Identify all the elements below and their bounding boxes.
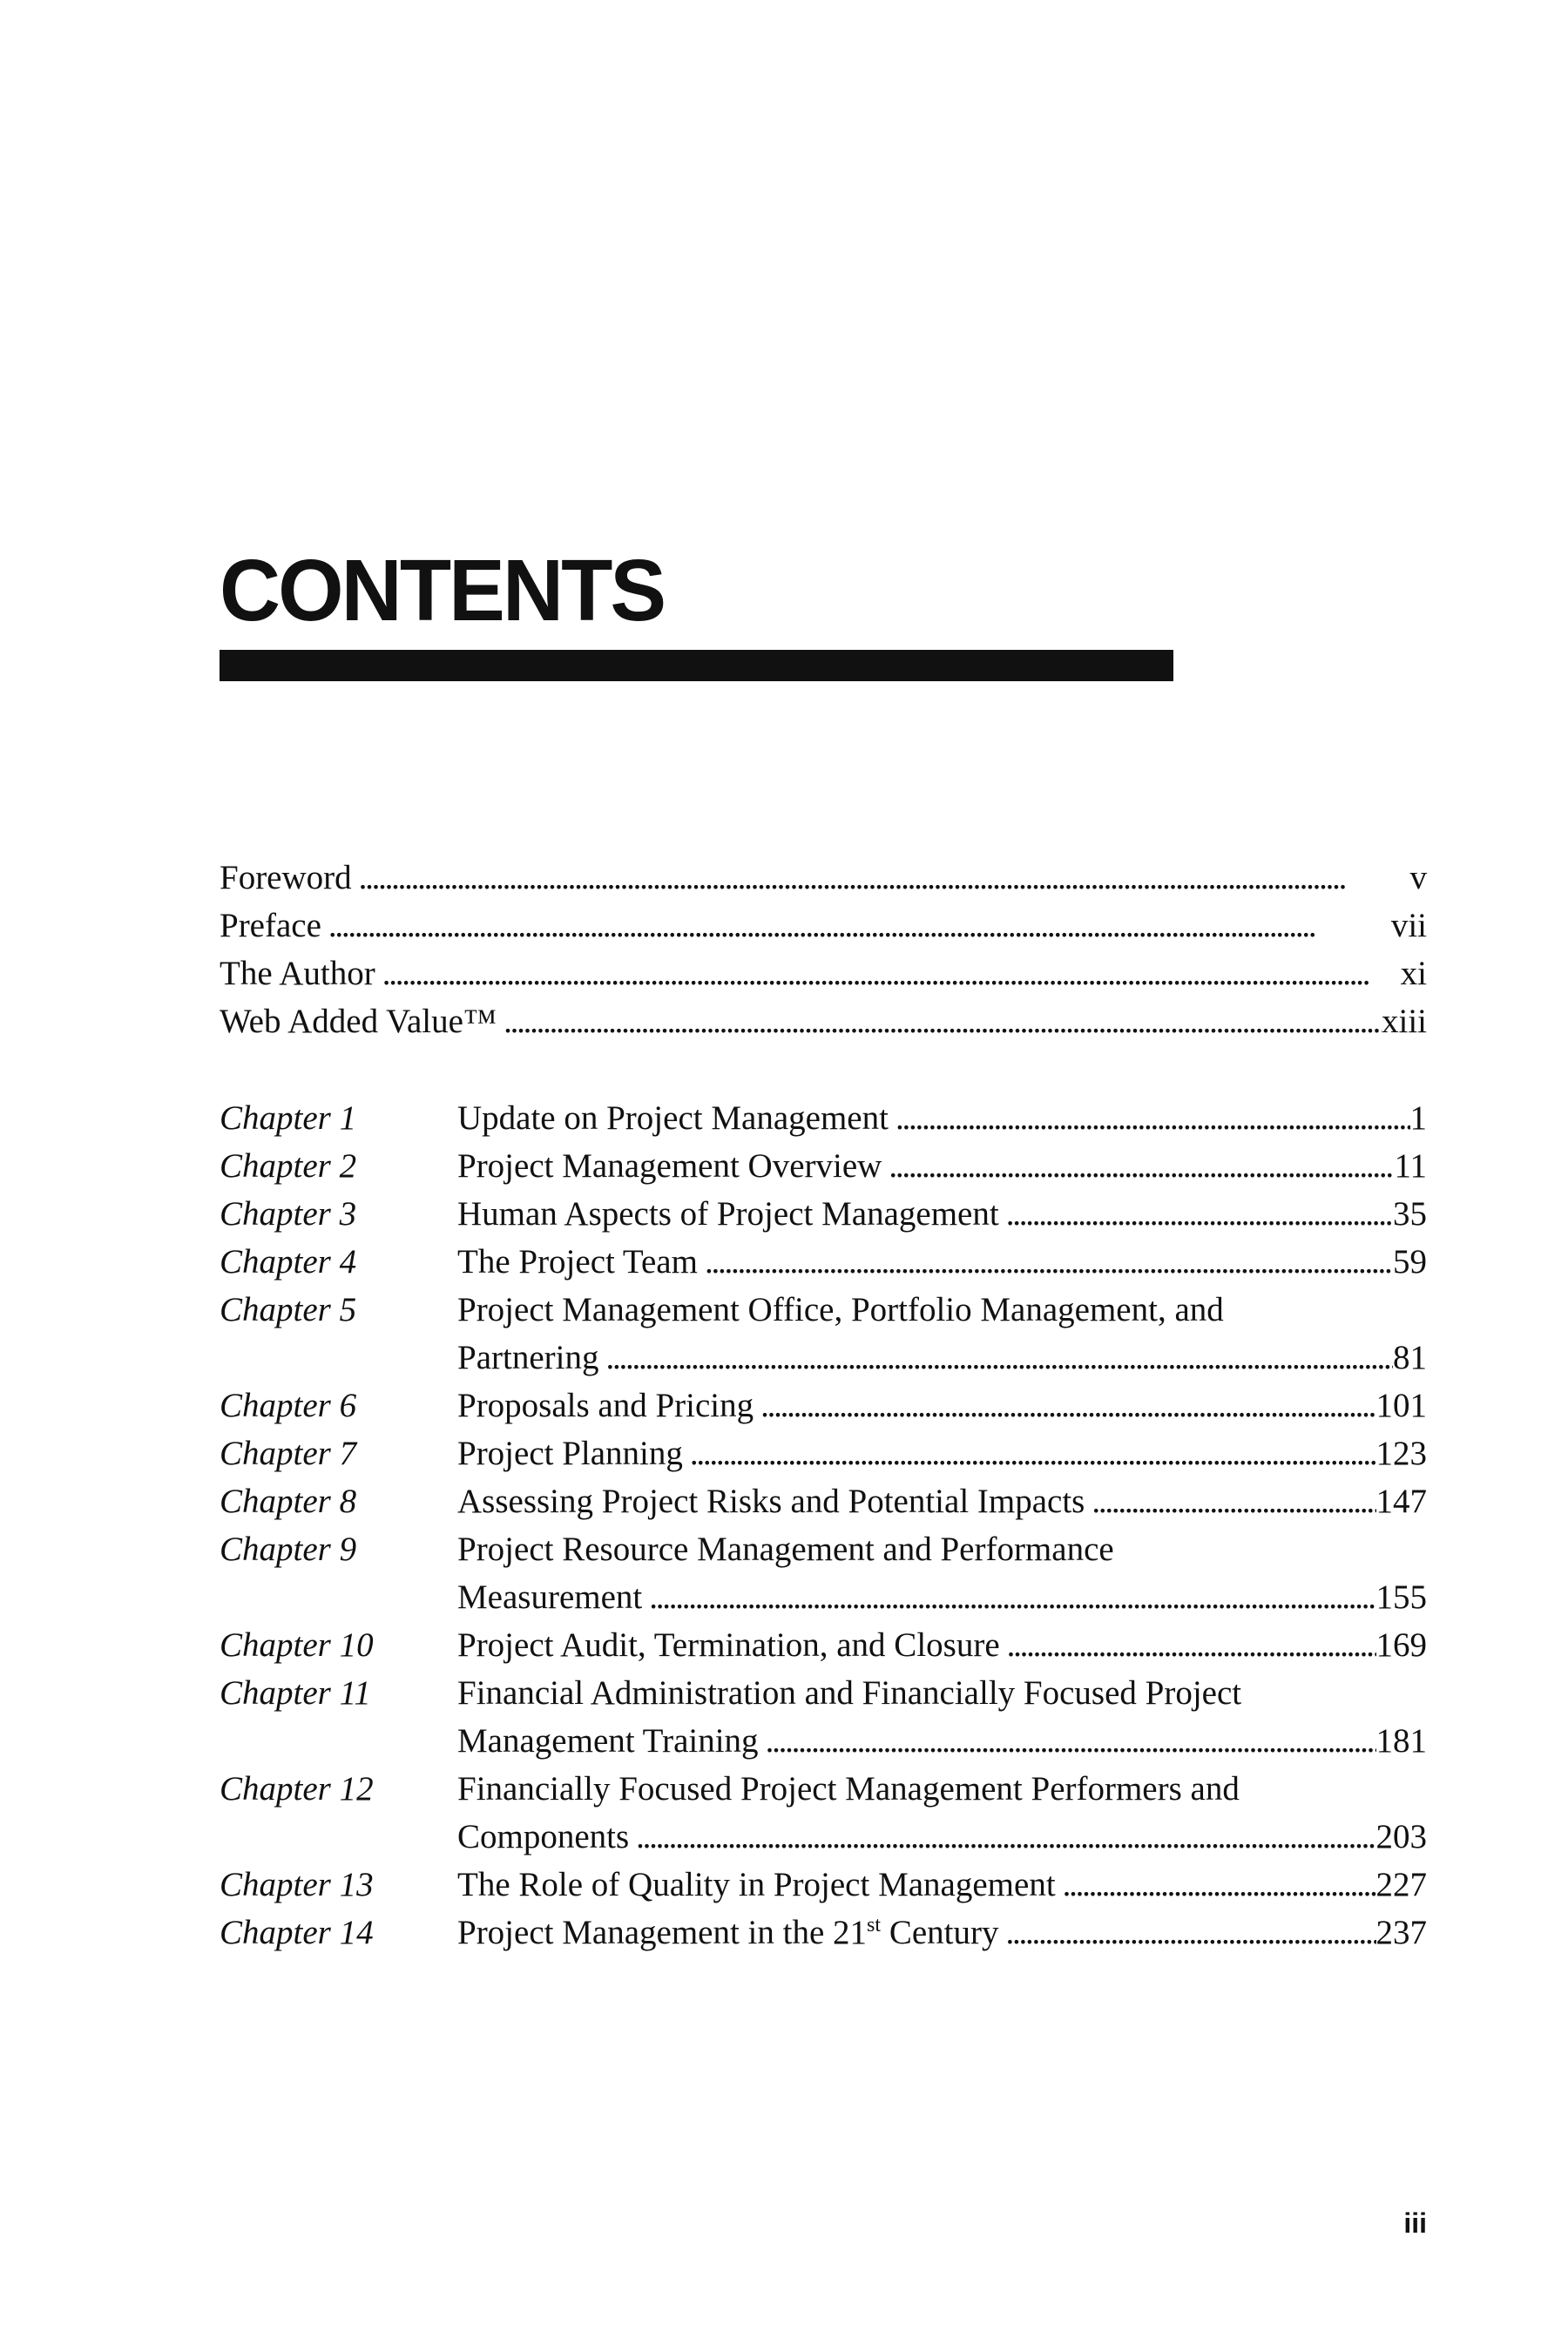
chapter-label: Chapter 13 xyxy=(220,1866,374,1903)
chapter-label: Chapter 3 xyxy=(220,1195,357,1233)
toc-page-number: 59 xyxy=(1393,1243,1427,1281)
chapter-entry xyxy=(220,1142,1427,1190)
toc-page-number: 169 xyxy=(1375,1626,1427,1664)
chapter-label: Chapter 1 xyxy=(220,1099,357,1137)
dot-leader xyxy=(683,1429,1376,1477)
chapter-entry xyxy=(220,1382,1427,1429)
toc-entry-preface xyxy=(220,902,1427,950)
chapter-title-line: Financial Administration and Financially Focused Project xyxy=(457,1674,1242,1712)
chapter-title: Human Aspects of Project Management xyxy=(457,1195,999,1233)
toc-entry-title: Foreword xyxy=(220,859,352,896)
chapter-label: Chapter 8 xyxy=(220,1483,357,1520)
chapter-title-line: Project Resource Management and Performance xyxy=(457,1531,1114,1568)
chapter-title: Partnering xyxy=(457,1339,599,1376)
chapter-entry xyxy=(220,1525,1427,1621)
chapter-title: Management Training xyxy=(457,1722,759,1760)
chapter-entry xyxy=(220,1621,1427,1669)
toc-page-number: v xyxy=(1409,859,1427,896)
chapter-entry xyxy=(220,1477,1427,1525)
dot-leader xyxy=(999,1190,1393,1238)
toc-entry-the-author xyxy=(220,950,1427,997)
heading-rule xyxy=(220,650,1173,681)
toc-page-number: vii xyxy=(1390,907,1427,944)
toc-entry-foreword xyxy=(220,854,1427,902)
toc-page-number: 35 xyxy=(1393,1195,1427,1233)
chapter-title xyxy=(457,1909,998,1957)
chapter-title-suffix: Century xyxy=(881,1914,999,1951)
chapter-title: Proposals and Pricing xyxy=(457,1387,754,1424)
toc-page-number: xiii xyxy=(1381,1003,1427,1040)
chapter-list xyxy=(220,1094,1427,1957)
dot-leader xyxy=(629,1813,1375,1861)
ordinal-superscript: st xyxy=(867,1914,882,1936)
toc-page-number: 181 xyxy=(1375,1722,1427,1760)
chapter-entry xyxy=(220,1094,1427,1142)
chapter-label: Chapter 4 xyxy=(220,1243,357,1281)
toc-entry-web-added-value xyxy=(220,997,1427,1045)
chapter-label: Chapter 14 xyxy=(220,1914,374,1951)
chapter-label: Chapter 10 xyxy=(220,1626,374,1664)
chapter-entry xyxy=(220,1861,1427,1909)
toc-page-number: 101 xyxy=(1375,1387,1427,1424)
dot-leader xyxy=(642,1573,1375,1621)
chapter-title-line: Financially Focused Project Management Performers and xyxy=(457,1770,1240,1808)
chapter-title: Measurement xyxy=(457,1578,643,1616)
chapter-entry xyxy=(220,1238,1427,1286)
chapter-title: Update on Project Management xyxy=(457,1099,889,1137)
dot-leader xyxy=(598,1334,1393,1382)
dot-leader xyxy=(321,902,1391,950)
toc-page-number: 155 xyxy=(1375,1578,1427,1616)
chapter-label: Chapter 7 xyxy=(220,1435,357,1472)
toc-page-number: xi xyxy=(1400,955,1427,992)
dot-leader xyxy=(889,1094,1410,1142)
toc-page-number: 237 xyxy=(1375,1914,1427,1951)
toc-page-number: 81 xyxy=(1393,1339,1427,1376)
dot-leader xyxy=(497,997,1382,1045)
dot-leader xyxy=(998,1909,1375,1957)
chapter-title: The Project Team xyxy=(457,1243,698,1281)
chapter-label: Chapter 9 xyxy=(220,1531,357,1568)
toc-page-number: 11 xyxy=(1394,1147,1427,1185)
dot-leader xyxy=(882,1142,1394,1190)
dot-leader xyxy=(759,1717,1376,1765)
dot-leader xyxy=(352,854,1410,902)
chapter-entry xyxy=(220,1286,1427,1382)
dot-leader xyxy=(754,1382,1375,1429)
page-folio: iii xyxy=(1403,2207,1427,2239)
dot-leader xyxy=(375,950,1401,997)
chapter-label: Chapter 5 xyxy=(220,1291,357,1328)
chapter-entry xyxy=(220,1765,1427,1861)
chapter-entry xyxy=(220,1190,1427,1238)
chapter-title: Project Planning xyxy=(457,1435,683,1472)
chapter-label: Chapter 11 xyxy=(220,1674,371,1712)
chapter-title: Project Management Overview xyxy=(457,1147,882,1185)
chapter-label: Chapter 12 xyxy=(220,1770,374,1808)
dot-leader xyxy=(698,1238,1393,1286)
chapter-entry xyxy=(220,1669,1427,1765)
front-matter-list xyxy=(220,854,1427,1045)
dot-leader xyxy=(1056,1861,1376,1909)
chapter-title-line: Project Management Office, Portfolio Management, and xyxy=(457,1291,1224,1328)
toc-page-number: 203 xyxy=(1375,1818,1427,1855)
dot-leader xyxy=(1000,1621,1376,1669)
chapter-title: Project Audit, Termination, and Closure xyxy=(457,1626,1000,1664)
dot-leader xyxy=(1085,1477,1375,1525)
chapter-title: Assessing Project Risks and Potential Impacts xyxy=(457,1483,1085,1520)
chapter-title: The Role of Quality in Project Management xyxy=(457,1866,1056,1903)
toc-entry-title: Web Added Value™ xyxy=(220,1003,497,1040)
page-title: CONTENTS xyxy=(220,542,665,639)
toc-entry-title: Preface xyxy=(220,907,321,944)
chapter-label: Chapter 2 xyxy=(220,1147,357,1185)
toc-page-number: 147 xyxy=(1375,1483,1427,1520)
toc-page-number: 123 xyxy=(1375,1435,1427,1472)
chapter-title-part: Project Management in the 21 xyxy=(457,1914,868,1951)
chapter-entry xyxy=(220,1909,1427,1957)
toc-page-number: 1 xyxy=(1409,1099,1427,1137)
chapter-label: Chapter 6 xyxy=(220,1387,357,1424)
chapter-title: Components xyxy=(457,1818,630,1855)
chapter-entry xyxy=(220,1429,1427,1477)
toc-page-number: 227 xyxy=(1375,1866,1427,1903)
toc-entry-title: The Author xyxy=(220,955,375,992)
